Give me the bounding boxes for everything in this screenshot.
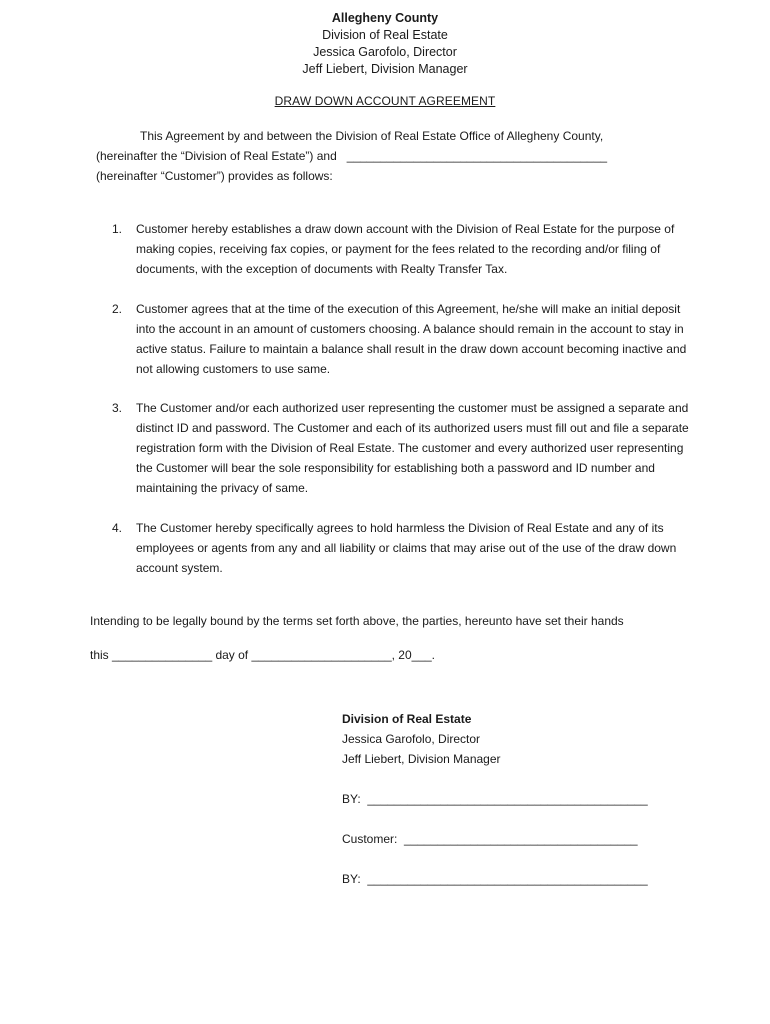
signature-line-by-division: BY: __________________________________________ xyxy=(342,792,648,806)
signature-block xyxy=(342,709,702,769)
clause-item xyxy=(112,299,692,379)
header-division: Division of Real Estate xyxy=(322,28,448,42)
clause-number: 2. xyxy=(112,302,123,316)
clause-text: Customer agrees that at the time of the execution of this Agreement, he/she will make an initial deposit into the account in an amount of customers choosing. A balance should remain in the account to stay in active status. Failure to maintain a balance shall result in the draw down account becoming inactive and not allowing customers to use same. xyxy=(136,302,687,376)
intro-line-1: This Agreement by and between the Division of Real Estate Office of Allegheny County, xyxy=(140,129,604,143)
signature-org: Division of Real Estate xyxy=(342,712,472,726)
intro-paragraph xyxy=(96,126,656,186)
clause-number: 4. xyxy=(112,521,123,535)
header-manager: Jeff Liebert, Division Manager xyxy=(302,62,468,76)
clause-text: Customer hereby establishes a draw down account with the Division of Real Estate for the purpose of making copies, receiving fax copies, or payment for the fees related to the recording and/or filing of documents, with the exception of documents with Realty Transfer Tax. xyxy=(136,222,675,276)
intro-line-2: (hereinafter the “Division of Real Estate”) and _______________________________________ xyxy=(96,149,608,163)
clause-item xyxy=(112,518,692,578)
clause-text: The Customer hereby specifically agrees to hold harmless the Division of Real Estate and any of its employees or agents from any and all liability or claims that may arise out of the use of the draw down account system. xyxy=(136,521,677,575)
clause-number: 3. xyxy=(112,401,123,415)
binding-statement: Intending to be legally bound by the terms set forth above, the parties, hereunto have set their hands xyxy=(90,614,624,628)
signature-line-customer: Customer: ___________________________________ xyxy=(342,832,638,846)
clause-number: 1. xyxy=(112,222,123,236)
header-org: Allegheny County xyxy=(331,11,439,25)
document-title: DRAW DOWN ACCOUNT AGREEMENT xyxy=(274,94,496,108)
document-header xyxy=(0,10,770,78)
date-line: this _______________ day of _____________________, 20___. xyxy=(90,648,435,662)
clause-item xyxy=(112,398,692,498)
clause-item xyxy=(112,219,692,279)
signature-line-by-customer: BY: __________________________________________ xyxy=(342,872,648,886)
intro-line-3: (hereinafter “Customer”) provides as follows: xyxy=(96,169,333,183)
clause-text: The Customer and/or each authorized user representing the customer must be assigned a separate and distinct ID and password. The Customer and each of its authorized users must fill out and file a separate registration form with the Division of Real Estate. The customer and every authorized user representing the Customer will bear the sole responsibility for establishing both a password and ID number and maintaining the privacy of same. xyxy=(136,401,689,495)
signature-manager: Jeff Liebert, Division Manager xyxy=(342,752,501,766)
header-director: Jessica Garofolo, Director xyxy=(313,45,457,59)
signature-director: Jessica Garofolo, Director xyxy=(342,732,481,746)
